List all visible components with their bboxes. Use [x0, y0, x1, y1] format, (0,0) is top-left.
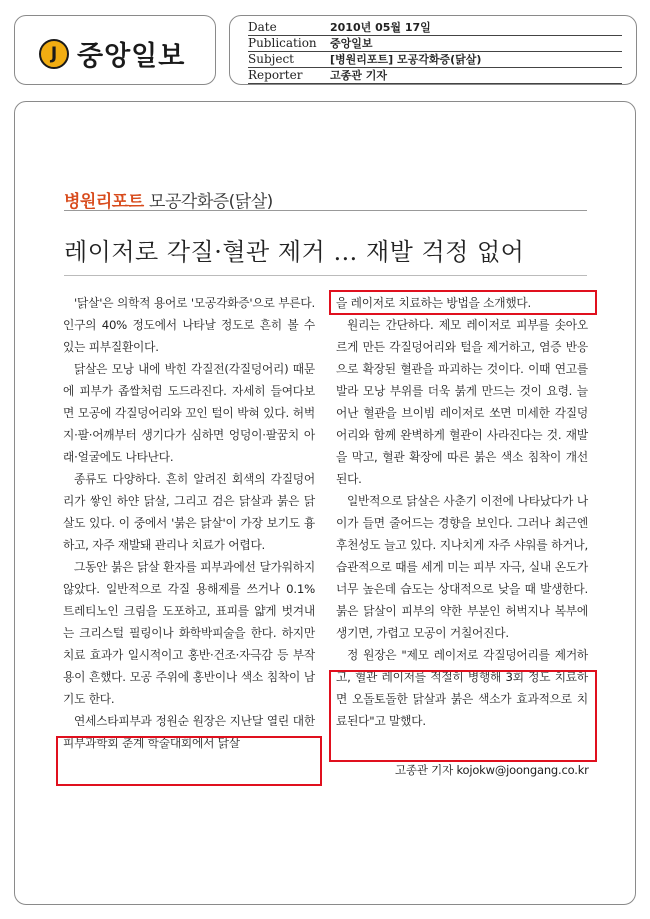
- article-column-left: [63, 292, 315, 754]
- section-heading: [64, 187, 273, 212]
- paragraph: 정 원장은 "제모 레이저로 각질덩어리를 제거하고, 혈관 레이저를 적절히 병행해 3회 정도 치료하면 오돌토돌한 닭살과 붉은 색소가 효과적으로 치료된다"고 말했다.: [336, 648, 588, 728]
- joongang-logo: [39, 34, 185, 73]
- paragraph: 원리는 간단하다. 제모 레이저로 피부를 솟아오르게 만든 각질덩어리와 털을 제거하고, 염증 반응으로 확장된 혈관을 파괴하는 것이다. 이때 연고를 발라 모낭 부위를 더욱 붉게 만드는 것이 요령. 늘어난 혈관을 브이빔 레이저로 쏘면 미세한 각질덩어리와 함께 완벽하게 혈관이 사라진다는 것. 재발을 막고, 혈관 확장에 따른 붉은 색소 침착이 개선된다.: [336, 318, 588, 486]
- paragraph: 일반적으로 닭살은 사춘기 이전에 나타났다가 나이가 들면 줄어드는 경향을 보인다. 그러나 최근엔 후천성도 늘고 있다. 지나치게 자주 샤워를 하거나, 습관적으로 때를 세게 미는 피부 자극, 실내 온도가 너무 높은데 습도는 상대적으로 낮을 때 발생한다. 붉은 닭살이 피부의 약한 부분인 허벅지나 복부에 생기면, 가렵고 모공이 거칠어진다.: [336, 494, 588, 640]
- section-divider: [64, 210, 587, 211]
- meta-value-date: 2010년 05월 17일: [330, 21, 431, 34]
- paragraph: '닭살'은 의학적 용어로 '모공각화증'으로 부른다. 인구의 40% 정도에서 나타날 정도로 흔히 볼 수 있는 피부질환이다.: [63, 296, 315, 354]
- meta-row-date: [248, 19, 622, 36]
- masthead-box: [14, 15, 216, 85]
- section-label: 병원리포트: [64, 192, 144, 212]
- meta-value-subject: [병원리포트] 모공각화증(닭살): [330, 53, 482, 66]
- meta-label-publication: Publication: [248, 36, 317, 50]
- logo-text: 중앙일보: [77, 41, 186, 72]
- paragraph: 닭살은 모낭 내에 박힌 각질전(각질덩어리) 때문에 피부가 좁쌀처럼 도드라진다. 자세히 들여다보면 모공에 각질덩어리와 꼬인 털이 박혀 있다. 허벅지·팔·어깨부터 생기다가 심하면 엉덩이·팔꿈치 아래·얼굴에도 나타난다.: [63, 362, 315, 464]
- article-headline: 레이저로 각질·혈관 제거 … 재발 걱정 없어: [64, 238, 525, 266]
- paragraph: 연세스타피부과 정원순 원장은 지난달 열린 대한피부과학회 춘계 학술대회에서 닭살: [63, 714, 315, 750]
- metadata-box: [229, 15, 637, 85]
- meta-label-subject: Subject: [248, 52, 294, 66]
- paragraph: 종류도 다양하다. 흔히 알려진 회색의 각질덩어리가 쌓인 하얀 닭살, 그리고 검은 닭살과 붉은 닭살도 있다. 이 중에서 '붉은 닭살'이 가장 보기도 흉하고, 자주 재발돼 관리나 치료가 어렵다.: [63, 472, 315, 552]
- meta-value-reporter: 고종관 기자: [330, 69, 387, 82]
- headline-divider: [64, 275, 587, 276]
- byline: 고종관 기자 kojokw@joongang.co.kr: [395, 763, 589, 777]
- meta-row-subject: [248, 51, 622, 68]
- meta-label-date: Date: [248, 20, 277, 34]
- meta-value-publication: 중앙일보: [330, 37, 373, 50]
- paragraph: 그동안 붉은 닭살 환자를 피부과에선 달가워하지 않았다. 일반적으로 각질 용해제를 쓰거나 0.1% 트레티노인 크림을 도포하고, 표피를 얇게 벗겨내는 크리스털 필링이나 화학박피술을 한다. 하지만 치료 효과가 일시적이고 홍반·건조·자극감 등 부작용이 흔했다. 모공 주위에 홍반이나 색소 침착이 남기도 한다.: [63, 560, 315, 706]
- section-topic: 모공각화증(닭살): [149, 192, 273, 212]
- meta-row-reporter: [248, 67, 622, 84]
- meta-row-publication: [248, 35, 622, 52]
- paragraph: 을 레이저로 치료하는 방법을 소개했다.: [336, 296, 532, 310]
- article-column-right: [336, 292, 588, 732]
- meta-label-reporter: Reporter: [248, 68, 303, 82]
- logo-mark-icon: J: [39, 39, 69, 69]
